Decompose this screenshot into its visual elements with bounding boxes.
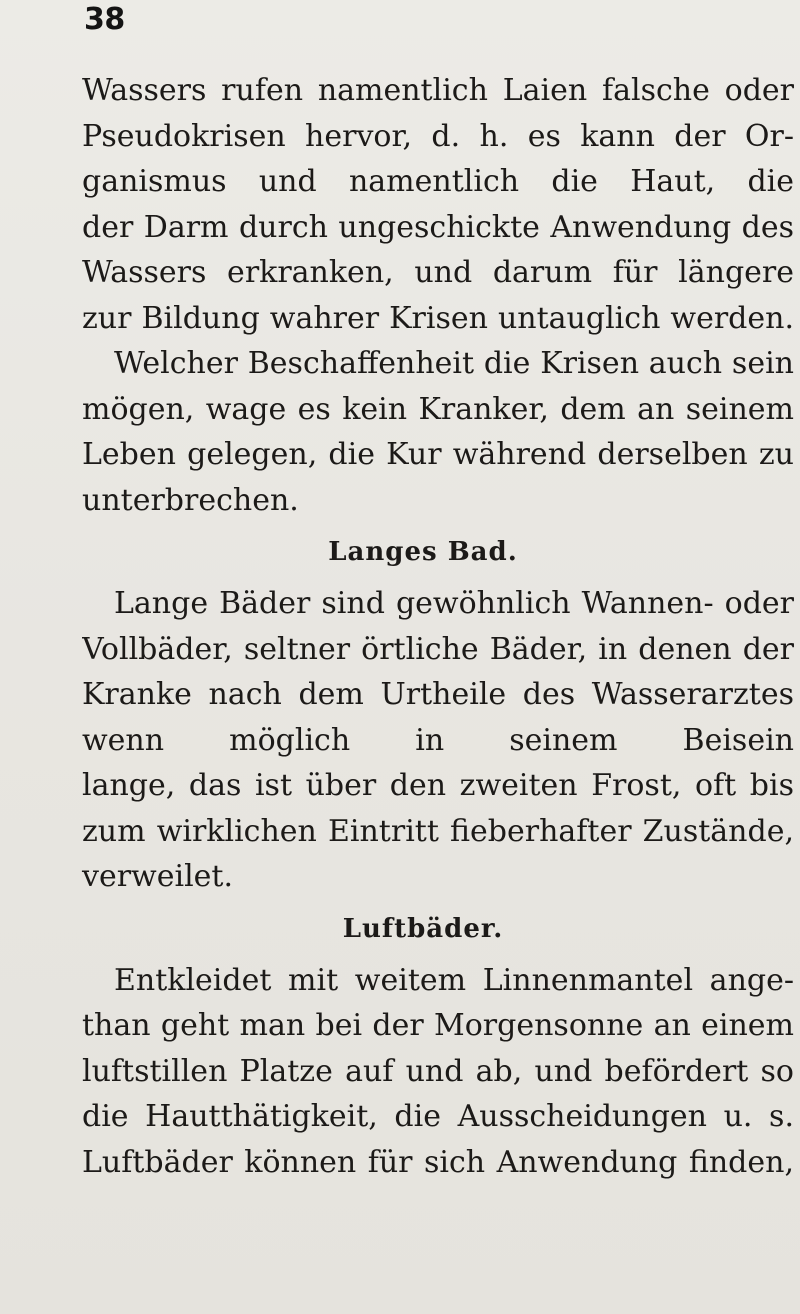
section-heading-long-bath: Langes Bad. (328, 537, 518, 567)
text-line: Vollbäder, seltner örtliche Bäder, in denen der (82, 631, 794, 667)
text-line: der Darm durch ungeschickte Anwendung des (82, 209, 794, 245)
text-line: Leben gelegen, die Kur während derselben zu (82, 437, 794, 472)
text-line: Wassers erkranken, und darum für längere (82, 255, 794, 290)
paragraph-air-baths (82, 958, 794, 1186)
text-line: lange, das ist über den zweiten Frost, oft bis (82, 768, 794, 803)
text-line: Pseudokrisen hervor, d. h. es kann der Or- (82, 118, 794, 154)
text-line: mögen, wage es kein Kranker, dem an seinem (82, 391, 794, 427)
text-line: Entkleidet mit weitem Linnenmantel ange- (114, 962, 794, 998)
text-line: die Hautthätigkeit, die Ausscheidungen u. s. (82, 1099, 794, 1134)
text-line: verweilet. (82, 859, 234, 894)
text-line: Lange Bäder sind gewöhnlich Wannen- oder (114, 586, 794, 621)
text-line: unterbrechen. (82, 482, 299, 518)
section-heading-air-baths: Luftbäder. (342, 913, 504, 944)
text-line: Wassers rufen namentlich Laien falsche oder (82, 73, 794, 108)
text-line: luftstillen Platze auf und ab, und befördert so (82, 1053, 794, 1089)
text-line: zum wirklichen Eintritt fieberhafter Zustände, (82, 813, 794, 849)
paragraph-crises (82, 68, 794, 523)
text-line: than geht man bei der Morgensonne an einem (82, 1008, 794, 1043)
text-line: ganismus und namentlich die Haut, die (82, 164, 794, 199)
text-line: Kranke nach dem Urtheile des Wasserarztes (82, 677, 794, 712)
text-line: zur Bildung wahrer Krisen untauglich werden. (82, 300, 794, 336)
text-line: wenn möglich in seinem Beisein (82, 722, 794, 758)
text-line: Welcher Beschaffenheit die Krisen auch sein (114, 346, 794, 381)
paragraph-long-bath (82, 581, 794, 900)
page-number: 38 (84, 2, 125, 37)
text-line: Luftbäder können für sich Anwendung finden, (82, 1144, 794, 1180)
page-body (82, 68, 794, 1185)
